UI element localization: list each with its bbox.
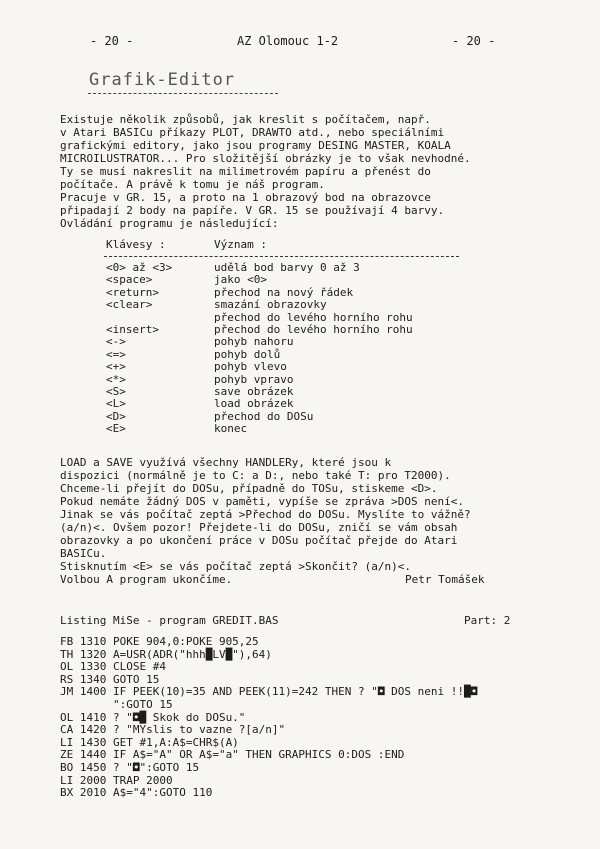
code-line: JM 1400 IF PEEK(10)=35 AND PEEK(11)=242 THEN ? "◘ DOS neni !!█◘ [60,685,478,699]
meaning-cell: pohyb nahoru [214,335,294,349]
text-line: Volbou A program ukončíme. [60,573,233,586]
text-line: Pokud nemáte žádný DOS v paměti, vypíše se zpráva >DOS není<. [60,495,464,508]
key-cell: <clear> [106,298,153,312]
key-cell: <space> [106,273,153,287]
meaning-cell: smazání obrazovky [214,298,327,312]
code-line: LI 1430 GET #1,A:A$=CHR$(A) [60,735,239,749]
code-line: OL 1330 CLOSE #4 [60,660,166,674]
code-line: TH 1320 A=USR(ADR("hhh█LV█"),64) [60,647,272,661]
code-line: BO 1450 ? "◘":GOTO 15 [60,760,200,774]
meaning-cell: pohyb dolů [214,347,281,361]
text-line: v Atari BASICu příkazy PLOT, DRAWTO atd., nebo speciálními [60,126,445,139]
code-line: CA 1420 ? "MYslis to vazne ?[a/n]" [60,723,286,737]
meaning-cell: pohyb vlevo [214,360,287,374]
key-cell: <S> [106,384,126,398]
listing-part: Part: 2 [464,614,511,627]
key-cell: <L> [106,397,126,411]
text-line: Jinak se vás počítač zeptá >Přechod do DOSu. Myslíte to vážně? [60,508,471,521]
key-cell: <return> [106,285,159,299]
text-line: Stisknutím <E> se vás počítač zeptá >Skončit? (a/n)<. [60,560,411,573]
intro-paragraph [60,113,530,230]
meaning-cell: přechod do levého horního rohu [214,322,413,336]
text-line: Ovládání programu je následující: [60,217,279,230]
text-line: počítače. A právě k tomu je náš program. [60,178,325,191]
meaning-cell: pohyb vpravo [214,372,294,386]
text-line: Ty se musí nakreslit na milimetrovém papíru a přenést do [60,165,431,178]
code-line: ZE 1440 IF A$="A" OR A$="a" THEN GRAPHICS 0:DOS :END [60,748,405,762]
page-number-left: - 20 - [90,34,134,48]
code-line: LI 2000 TRAP 2000 [60,773,173,787]
listing-title: Listing MiSe - program GREDIT.BAS [60,614,279,627]
text-line: Existuje několik způsobů, jak kreslit s počítačem, např. [60,113,431,126]
key-cell: <*> [106,372,126,386]
text-line: MICROILUSTRATOR... Pro složitější obrázky je to však nevhodné. [60,152,471,165]
meaning-cell: přechod do DOSu [214,409,314,423]
text-line: LOAD a SAVE využívá všechny HANDLERy, které jsou k [60,456,392,469]
code-line: RS 1340 GOTO 15 [60,672,160,686]
key-cell: <-> [106,335,126,349]
key-cell: <+> [106,360,126,374]
text-line: dispozici (normálně je to C: a D:, nebo také T: pro T2000). [60,469,451,482]
key-cell: <0> až <3> [106,261,173,274]
meaning-cell: jako <0> [214,273,267,287]
col-key-header: Klávesy : [106,238,166,251]
code-line: ":GOTO 15 [60,697,173,711]
meaning-cell: save obrázek [214,384,294,398]
meaning-cell: load obrázek [214,397,294,411]
text-line: BASICu. [60,547,107,560]
key-cell: <insert> [106,322,159,336]
text-line: Pracuje v GR. 15, a proto na 1 obrazový bod na obrazovce [60,191,431,204]
title-underline [88,93,278,94]
text-line: (a/n)<. Ovšem pozor! Přejdete-li do DOSu, zničí se vám obsah [60,521,458,534]
table-divider [104,256,459,257]
author-signature: Petr Tomášek [405,573,485,586]
running-header: AZ Olomouc 1-2 [237,34,339,48]
code-listing [60,636,477,800]
col-meaning-header: Význam : [214,238,267,251]
meaning-cell: udělá bod barvy 0 až 3 [214,261,360,274]
code-line: BX 2010 A$="4":GOTO 110 [60,786,213,800]
key-cell: <E> [106,422,126,436]
code-line: OL 1410 ? "◘█ Skok do DOSu." [60,710,246,724]
key-cell: <D> [106,409,126,423]
page-number-right: - 20 - [452,34,496,48]
meaning-cell: přechod na nový řádek [214,285,354,299]
meaning-cell: konec [214,422,248,436]
key-cell: <=> [106,347,126,361]
text-line: grafickými editory, jako jsou programy DESING MASTER, KOALA [60,139,451,152]
article-title: Grafik-Editor [89,70,236,90]
text-line: připadají 2 body na papíře. V GR. 15 se používají 4 barvy. [60,204,445,217]
text-line: Chceme-li přejít do DOSu, případně do TOSu, stiskeme <D>. [60,482,438,495]
usage-paragraph [60,456,530,586]
code-line: FB 1310 POKE 904,0:POKE 905,25 [60,635,259,648]
text-line: obrazovky a po ukončení práce v DOSu počítač přejde do Atari [60,534,458,547]
meaning-cell: přechod do levého horního rohu [214,310,413,324]
